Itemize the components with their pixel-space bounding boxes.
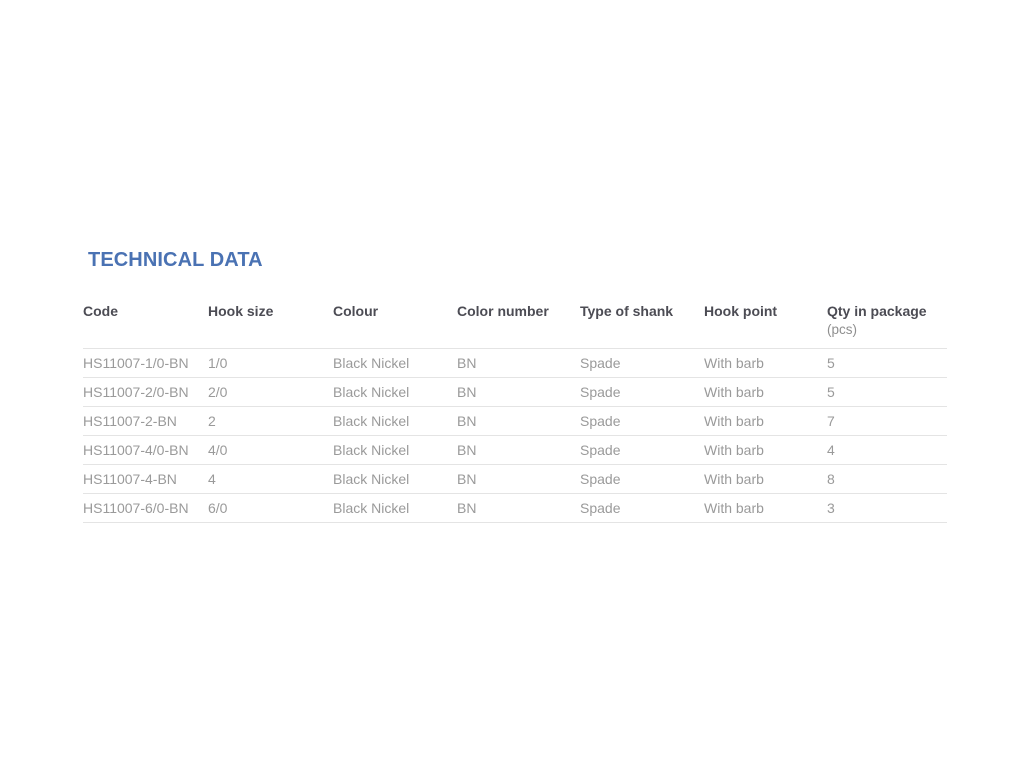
cell-colour: Black Nickel — [333, 407, 457, 436]
cell-hook-size: 2/0 — [208, 378, 333, 407]
column-header-qty-in-package — [827, 293, 947, 349]
cell-qty: 8 — [827, 465, 947, 494]
column-header-colour: Colour — [333, 293, 457, 349]
technical-data-table — [83, 293, 947, 523]
column-header-qty-label: Qty in package — [827, 303, 927, 319]
cell-color-number: BN — [457, 465, 580, 494]
cell-colour: Black Nickel — [333, 378, 457, 407]
cell-hook-point: With barb — [704, 349, 827, 378]
cell-type-of-shank: Spade — [580, 494, 704, 523]
cell-type-of-shank: Spade — [580, 349, 704, 378]
column-header-code: Code — [83, 293, 208, 349]
cell-colour: Black Nickel — [333, 494, 457, 523]
cell-type-of-shank: Spade — [580, 407, 704, 436]
table-header-row — [83, 293, 947, 349]
cell-type-of-shank: Spade — [580, 436, 704, 465]
cell-code: HS11007-1/0-BN — [83, 349, 208, 378]
cell-qty: 5 — [827, 378, 947, 407]
table-row — [83, 349, 947, 378]
column-header-qty-unit: (pcs) — [827, 322, 857, 337]
cell-code: HS11007-2-BN — [83, 407, 208, 436]
table-row — [83, 407, 947, 436]
table-row — [83, 465, 947, 494]
cell-code: HS11007-2/0-BN — [83, 378, 208, 407]
cell-type-of-shank: Spade — [580, 465, 704, 494]
cell-hook-point: With barb — [704, 465, 827, 494]
cell-hook-size: 4/0 — [208, 436, 333, 465]
cell-qty: 3 — [827, 494, 947, 523]
cell-type-of-shank: Spade — [580, 378, 704, 407]
cell-colour: Black Nickel — [333, 436, 457, 465]
cell-code: HS11007-4-BN — [83, 465, 208, 494]
column-header-type-of-shank: Type of shank — [580, 293, 704, 349]
column-header-hook-point: Hook point — [704, 293, 827, 349]
cell-qty: 5 — [827, 349, 947, 378]
cell-code: HS11007-4/0-BN — [83, 436, 208, 465]
cell-code: HS11007-6/0-BN — [83, 494, 208, 523]
cell-color-number: BN — [457, 494, 580, 523]
cell-hook-size: 2 — [208, 407, 333, 436]
cell-colour: Black Nickel — [333, 465, 457, 494]
cell-qty: 7 — [827, 407, 947, 436]
cell-color-number: BN — [457, 436, 580, 465]
cell-hook-size: 1/0 — [208, 349, 333, 378]
column-header-color-number: Color number — [457, 293, 580, 349]
cell-color-number: BN — [457, 378, 580, 407]
cell-colour: Black Nickel — [333, 349, 457, 378]
cell-hook-point: With barb — [704, 378, 827, 407]
cell-qty: 4 — [827, 436, 947, 465]
table-row — [83, 378, 947, 407]
cell-hook-point: With barb — [704, 407, 827, 436]
cell-hook-size: 6/0 — [208, 494, 333, 523]
column-header-hook-size: Hook size — [208, 293, 333, 349]
cell-hook-point: With barb — [704, 436, 827, 465]
technical-data-table-container — [83, 293, 947, 523]
table-row — [83, 494, 947, 523]
cell-hook-size: 4 — [208, 465, 333, 494]
table-row — [83, 436, 947, 465]
cell-hook-point: With barb — [704, 494, 827, 523]
section-title: TECHNICAL DATA — [88, 249, 263, 271]
cell-color-number: BN — [457, 349, 580, 378]
cell-color-number: BN — [457, 407, 580, 436]
